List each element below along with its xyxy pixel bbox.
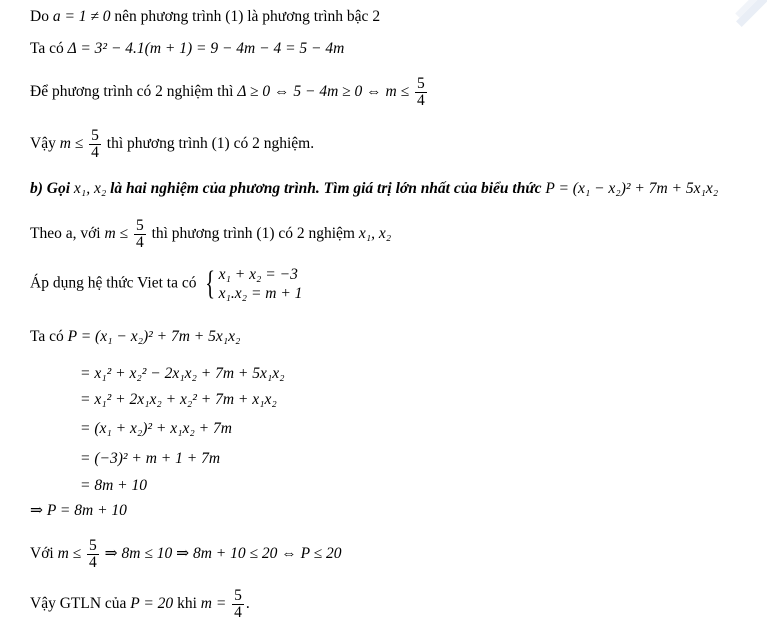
math: x₁, x₂: [73, 180, 107, 197]
line-3: [30, 76, 429, 109]
fraction: $\frac{5}{4}$: [89, 537, 97, 571]
fraction: $\frac{5}{4}$: [234, 587, 242, 621]
line-4: [30, 128, 314, 161]
line-8: [30, 327, 240, 347]
text: thì phương trình (1) có 2 nghiệm.: [102, 135, 315, 153]
text: Theo a, với: [30, 225, 105, 243]
math: a = 1 ≠ 0: [52, 8, 111, 25]
line-5-question: [30, 179, 718, 199]
fraction: $\frac{5}{4}$: [135, 217, 144, 251]
line-16: [30, 588, 250, 621]
line-9: = x₁² + x₂² − 2x₁x₂ + 7m + 5x₁x₂: [80, 365, 285, 382]
math: m ≤: [104, 225, 129, 243]
math: Δ ≥ 0 ⇔ 5 − 4m ≥ 0 ⇔ m ≤: [237, 83, 410, 101]
text: Với: [30, 545, 58, 563]
text: là hai nghiệm của phương trình. Tìm giá trị lớn nhất của biểu thức: [106, 180, 546, 197]
line-14: ⇒ P = 8m + 10: [30, 502, 127, 519]
line-15: [30, 538, 342, 571]
text: nên phương trình (1) là phương trình bậc 2: [110, 8, 381, 25]
math: P = (x₁ − x₂)² + 7m + 5x₁x₂: [67, 328, 241, 345]
line-13: = 8m + 10: [80, 477, 147, 494]
text: khi: [173, 595, 201, 613]
line-11: = (x₁ + x₂)² + x₁x₂ + 7m: [80, 420, 232, 437]
math: P = 20: [130, 595, 174, 613]
text: Do: [30, 8, 53, 25]
text: Ta có: [30, 40, 68, 57]
fraction: $\frac{5}{4}$: [417, 75, 425, 109]
math: m ≤: [59, 135, 84, 153]
math: m =: [200, 595, 227, 613]
line-10: = x₁² + 2x₁x₂ + x₂² + 7m + x₁x₂: [80, 391, 277, 408]
math: Δ = 3² − 4.1(m + 1) = 9 − 4m − 4 = 5 − 4m: [67, 40, 345, 57]
text: Áp dụng hệ thức Viet ta có: [30, 274, 201, 292]
text: .: [245, 595, 250, 613]
math: m ≤: [57, 545, 82, 563]
line-12: = (−3)² + m + 1 + 7m: [80, 450, 221, 467]
math: P = (x₁ − x₂)² + 7m + 5x₁x₂: [545, 180, 719, 197]
math: x₁, x₂: [358, 225, 392, 243]
line-1: [30, 7, 380, 27]
brace: {: [205, 265, 216, 302]
line-7: [30, 265, 302, 303]
text: b) Gọi: [30, 180, 74, 197]
fraction: $\frac{5}{4}$: [91, 127, 99, 161]
system: x₁ + x₂ = −3 x₁.x₂ = m + 1: [218, 266, 303, 302]
line-6: [30, 218, 391, 251]
text: Vậy: [30, 135, 60, 153]
line-2: [30, 39, 344, 59]
text: Để phương trình có 2 nghiệm thì: [30, 83, 238, 101]
text: thì phương trình (1) có 2 nghiệm: [147, 225, 359, 243]
text: Ta có: [30, 328, 68, 345]
corner-decoration: [707, 0, 767, 30]
math: ⇒ 8m ≤ 10 ⇒ 8m + 10 ≤ 20 ⇔ P ≤ 20: [100, 545, 342, 563]
text: Vậy GTLN của: [30, 595, 131, 613]
